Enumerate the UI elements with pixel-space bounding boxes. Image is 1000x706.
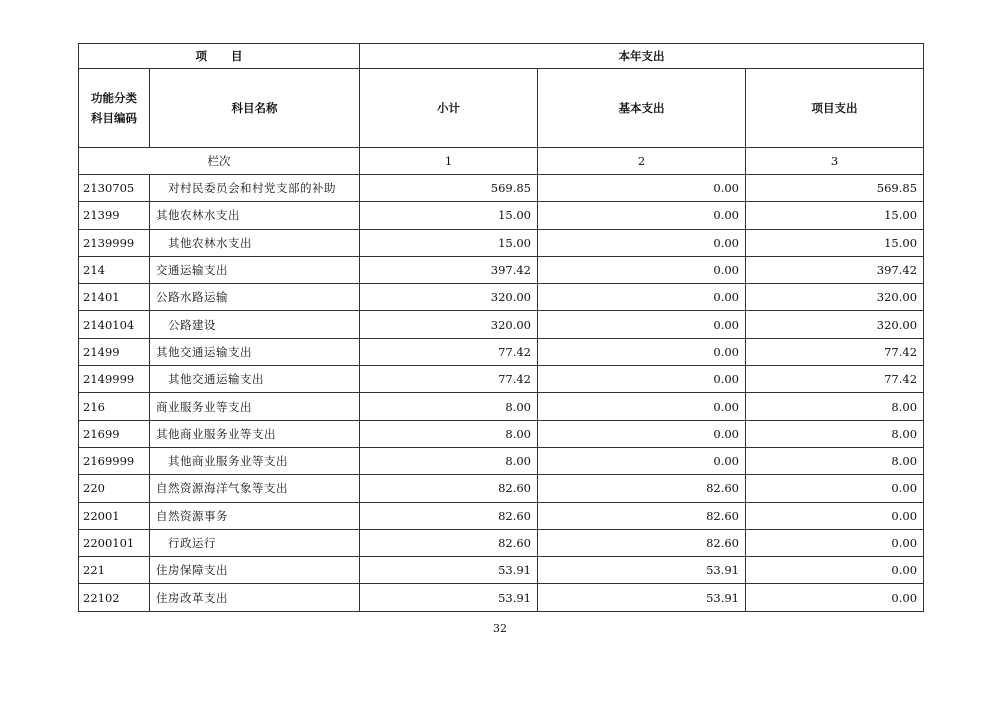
row-basic: 0.00: [538, 284, 746, 311]
row-project: 0.00: [746, 584, 924, 611]
row-project: 0.00: [746, 502, 924, 529]
row-basic: 0.00: [538, 338, 746, 365]
row-basic: 82.60: [538, 529, 746, 556]
row-code: 2149999: [79, 366, 150, 393]
row-subtotal: 82.60: [360, 475, 538, 502]
row-subtotal: 15.00: [360, 202, 538, 229]
row-name: 其他商业服务业等支出: [150, 447, 360, 474]
row-subtotal: 569.85: [360, 175, 538, 202]
code-column-header: [79, 69, 150, 148]
row-basic: 0.00: [538, 447, 746, 474]
row-project: 0.00: [746, 557, 924, 584]
table-row: [79, 420, 924, 447]
row-basic: 0.00: [538, 202, 746, 229]
row-name: 其他商业服务业等支出: [150, 420, 360, 447]
index-label: 栏次: [79, 148, 360, 175]
row-subtotal: 320.00: [360, 284, 538, 311]
table-row: [79, 229, 924, 256]
table-row: [79, 447, 924, 474]
table-row: [79, 284, 924, 311]
row-name: 其他交通运输支出: [150, 338, 360, 365]
year-expense-header: 本年支出: [360, 44, 924, 69]
row-project: 569.85: [746, 175, 924, 202]
table-row: [79, 256, 924, 283]
subtotal-column-header: 小计: [360, 69, 538, 148]
project-expense-column-header: 项目支出: [746, 69, 924, 148]
expenditure-table: [78, 43, 924, 612]
row-project: 320.00: [746, 284, 924, 311]
row-basic: 0.00: [538, 256, 746, 283]
row-code: 21399: [79, 202, 150, 229]
project-header: 项 目: [79, 44, 360, 69]
row-subtotal: 8.00: [360, 447, 538, 474]
index-1: 1: [360, 148, 538, 175]
row-basic: 82.60: [538, 502, 746, 529]
page-number: 32: [493, 622, 507, 635]
code-label-line1: 功能分类: [91, 91, 137, 105]
row-project: 8.00: [746, 447, 924, 474]
row-name: 公路建设: [150, 311, 360, 338]
row-name: 其他交通运输支出: [150, 366, 360, 393]
row-code: 21699: [79, 420, 150, 447]
row-name: 自然资源海洋气象等支出: [150, 475, 360, 502]
row-code: 220: [79, 475, 150, 502]
row-project: 15.00: [746, 229, 924, 256]
table-row: [79, 311, 924, 338]
basic-column-header: 基本支出: [538, 69, 746, 148]
row-project: 397.42: [746, 256, 924, 283]
code-label-line2: 科目编码: [91, 111, 137, 125]
row-name: 其他农林水支出: [150, 202, 360, 229]
row-basic: 0.00: [538, 366, 746, 393]
table-row: [79, 475, 924, 502]
row-code: 216: [79, 393, 150, 420]
row-project: 77.42: [746, 338, 924, 365]
table-row: [79, 366, 924, 393]
table-row: [79, 529, 924, 556]
index-3: 3: [746, 148, 924, 175]
row-project: 77.42: [746, 366, 924, 393]
row-basic: 0.00: [538, 229, 746, 256]
table-row: [79, 584, 924, 611]
row-code: 22001: [79, 502, 150, 529]
row-code: 2130705: [79, 175, 150, 202]
row-name: 交通运输支出: [150, 256, 360, 283]
row-subtotal: 15.00: [360, 229, 538, 256]
row-name: 住房改革支出: [150, 584, 360, 611]
row-code: 22102: [79, 584, 150, 611]
row-name: 对村民委员会和村党支部的补助: [150, 175, 360, 202]
row-subtotal: 320.00: [360, 311, 538, 338]
table-row: [79, 393, 924, 420]
table-row: [79, 175, 924, 202]
row-basic: 53.91: [538, 557, 746, 584]
row-code: 2139999: [79, 229, 150, 256]
row-project: 0.00: [746, 529, 924, 556]
row-subtotal: 53.91: [360, 557, 538, 584]
row-subtotal: 8.00: [360, 393, 538, 420]
row-project: 15.00: [746, 202, 924, 229]
row-project: 0.00: [746, 475, 924, 502]
row-basic: 53.91: [538, 584, 746, 611]
row-subtotal: 77.42: [360, 366, 538, 393]
row-code: 21401: [79, 284, 150, 311]
row-basic: 0.00: [538, 175, 746, 202]
table-row: [79, 502, 924, 529]
row-project: 8.00: [746, 393, 924, 420]
table-row: [79, 338, 924, 365]
row-subtotal: 77.42: [360, 338, 538, 365]
row-project: 8.00: [746, 420, 924, 447]
row-name: 行政运行: [150, 529, 360, 556]
row-name: 其他农林水支出: [150, 229, 360, 256]
row-name: 公路水路运输: [150, 284, 360, 311]
row-code: 214: [79, 256, 150, 283]
table-row: [79, 557, 924, 584]
row-name: 住房保障支出: [150, 557, 360, 584]
row-code: 221: [79, 557, 150, 584]
row-subtotal: 53.91: [360, 584, 538, 611]
row-name: 商业服务业等支出: [150, 393, 360, 420]
row-code: 21499: [79, 338, 150, 365]
row-basic: 0.00: [538, 311, 746, 338]
row-subtotal: 397.42: [360, 256, 538, 283]
row-basic: 0.00: [538, 420, 746, 447]
row-code: 2200101: [79, 529, 150, 556]
table-row: [79, 202, 924, 229]
row-name: 自然资源事务: [150, 502, 360, 529]
row-basic: 0.00: [538, 393, 746, 420]
row-code: 2140104: [79, 311, 150, 338]
index-2: 2: [538, 148, 746, 175]
name-column-header: 科目名称: [150, 69, 360, 148]
row-code: 2169999: [79, 447, 150, 474]
row-subtotal: 82.60: [360, 529, 538, 556]
row-basic: 82.60: [538, 475, 746, 502]
row-subtotal: 82.60: [360, 502, 538, 529]
row-project: 320.00: [746, 311, 924, 338]
row-subtotal: 8.00: [360, 420, 538, 447]
